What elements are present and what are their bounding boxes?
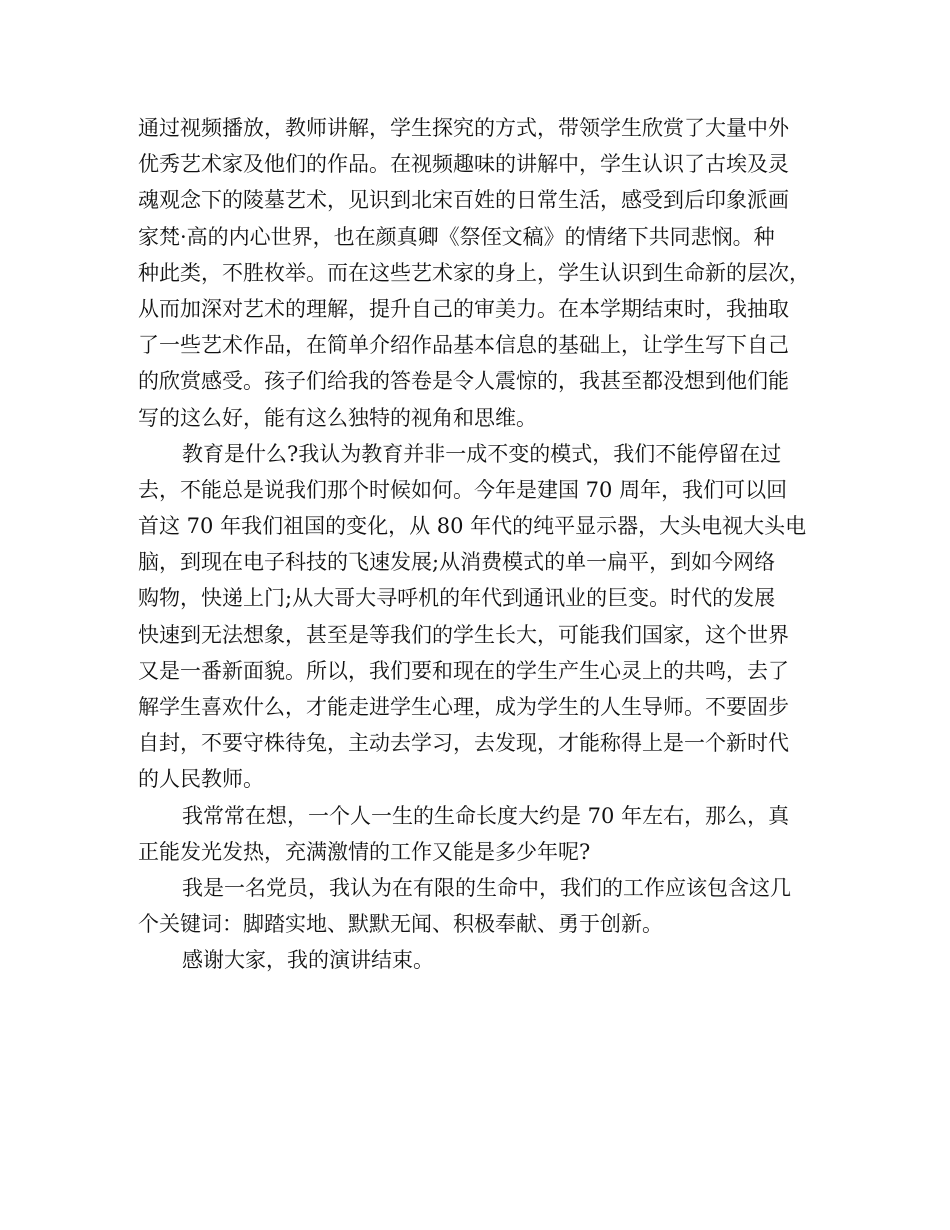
paragraph-5: [138, 942, 818, 978]
paragraph-line: 我常常在想，一个人一生的生命长度大约是 70 年左右，那么，真: [182, 803, 790, 828]
document-page: [138, 110, 818, 979]
paragraph-line: 快速到无法想象，甚至是等我们的学生长大，可能我们国家，这个世界: [138, 622, 789, 647]
paragraph-line: 首这 70 年我们祖国的变化，从 80 年代的纯平显示器，大头电视大头电: [138, 514, 807, 539]
paragraph-line: 脑，到现在电子科技的飞速发展;从消费模式的单一扁平，到如今网络: [138, 550, 776, 575]
paragraph-4: [138, 870, 818, 942]
paragraph-line: 从而加深对艺术的理解，提升自己的审美力。在本学期结束时，我抽取: [138, 296, 789, 321]
paragraph-line: 我是一名党员，我认为在有限的生命中，我们的工作应该包含这几: [182, 875, 791, 900]
paragraph-3: [138, 798, 818, 870]
paragraph-line: 家梵·高的内心世界，也在颜真卿《祭侄文稿》的情绪下共同悲悯。种: [138, 224, 775, 249]
paragraph-line: 优秀艺术家及他们的作品。在视频趣味的讲解中，学生认识了古埃及灵: [138, 152, 789, 177]
paragraph-line: 感谢大家，我的演讲结束。: [182, 948, 434, 973]
paragraph-1: [138, 110, 818, 436]
paragraph-line: 购物，快递上门;从大哥大寻呼机的年代到通讯业的巨变。时代的发展: [138, 586, 776, 611]
paragraph-line: 魂观念下的陵墓艺术，见识到北宋百姓的日常生活，感受到后印象派画: [138, 188, 789, 213]
paragraph-line: 又是一番新面貌。所以，我们要和现在的学生产生心灵上的共鸣，去了: [138, 658, 789, 683]
paragraph-line: 正能发光发热，充满激情的工作又能是多少年呢?: [138, 839, 591, 864]
paragraph-line: 通过视频播放，教师讲解，学生探究的方式，带领学生欣赏了大量中外: [138, 116, 789, 140]
paragraph-line: 的人民教师。: [138, 767, 264, 792]
paragraph-line: 解学生喜欢什么，才能走进学生心理，成为学生的人生导师。不要固步: [138, 695, 789, 719]
paragraph-line: 自封，不要守株待兔，主动去学习，去发现，才能称得上是一个新时代: [138, 731, 789, 756]
paragraph-line: 写的这么好，能有这么独特的视角和思维。: [138, 405, 537, 430]
paragraph-line: 教育是什么?我认为教育并非一成不变的模式，我们不能停留在过: [182, 441, 782, 466]
paragraph-line: 去，不能总是说我们那个时候如何。今年是建国 70 周年，我们可以回: [138, 477, 788, 502]
paragraph-line: 了一些艺术作品，在简单介绍作品基本信息的基础上，让学生写下自己: [138, 333, 789, 358]
paragraph-line: 的欣赏感受。孩子们给我的答卷是令人震惊的，我甚至都没想到他们能: [138, 369, 789, 394]
paragraph-2: [138, 436, 818, 798]
paragraph-line: 种此类，不胜枚举。而在这些艺术家的身上，学生认识到生命新的层次，: [138, 260, 810, 285]
paragraph-line: 个关键词：脚踏实地、默默无闻、积极奉献、勇于创新。: [138, 912, 663, 937]
